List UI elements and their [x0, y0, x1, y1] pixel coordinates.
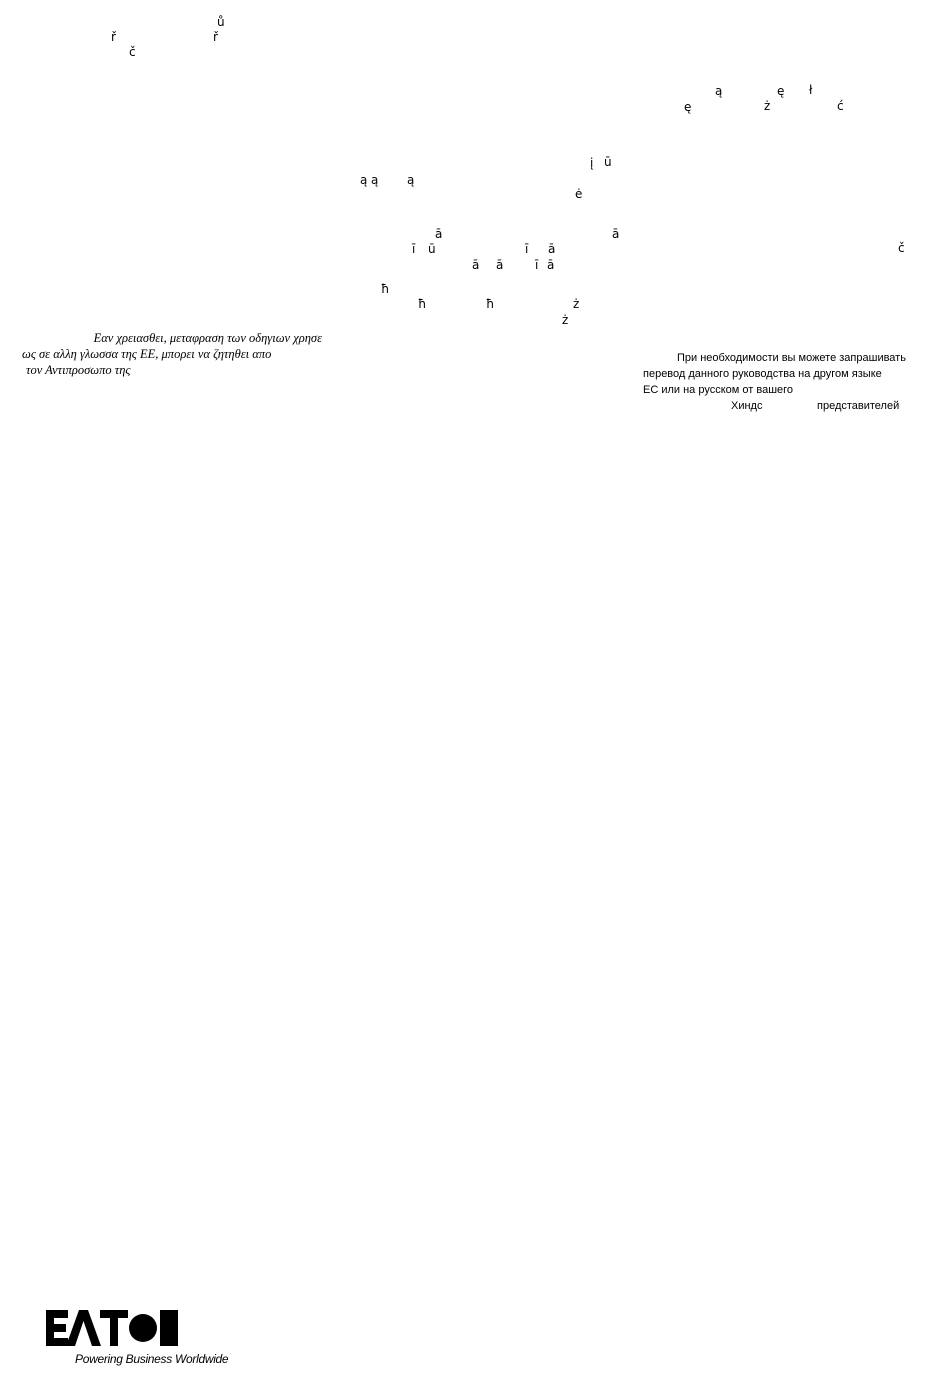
latvian-glyph: ā — [472, 258, 480, 272]
russian-line-1: При необходимости вы можете запрашивать — [677, 352, 906, 364]
maltese-glyph: ħ — [486, 297, 495, 311]
czech-glyph: ř — [111, 30, 116, 44]
latvian-glyph: č — [898, 241, 905, 255]
polish-glyph: ę — [684, 100, 692, 114]
greek-line-3: τον Αντιπροσωπο της — [26, 363, 131, 377]
lithuanian-glyph: ą — [407, 173, 415, 187]
latvian-glyph: ā — [435, 227, 443, 241]
greek-line-1: Εαν χρειασθει, μεταφραση των οδηγιων χρησε — [93, 331, 322, 345]
polish-glyph: ć — [837, 99, 844, 113]
russian-line-4-end: представителей — [817, 400, 900, 412]
lithuanian-glyph: ą — [371, 173, 379, 187]
latvian-glyph: ā — [547, 258, 555, 272]
maltese-glyph: ż — [573, 297, 580, 311]
czech-glyph: ř — [213, 30, 218, 44]
brand-tagline: Powering Business Worldwide — [75, 1352, 229, 1366]
polish-glyph: ą — [715, 84, 723, 98]
latvian-glyph: ā — [612, 227, 620, 241]
lithuanian-glyph: ą — [360, 173, 368, 187]
maltese-glyph: ż — [562, 313, 569, 327]
greek-line-2: ως σε αλλη γλωσσα της ΕΕ, μπορει να ζητηθει απο — [22, 347, 272, 361]
latvian-glyph: ū — [428, 242, 436, 256]
lithuanian-glyph: ė — [575, 187, 583, 201]
russian-line-4-name: Хиндс — [731, 400, 763, 412]
maltese-glyph: ħ — [418, 297, 427, 311]
polish-glyph: ż — [764, 99, 771, 113]
polish-glyph: ł — [809, 83, 813, 97]
maltese-glyph: ħ — [381, 282, 390, 296]
greek-translation-note — [22, 330, 322, 378]
polish-glyph: ę — [777, 84, 785, 98]
latvian-glyph: ī — [535, 258, 539, 272]
latvian-glyph: ā — [548, 242, 556, 256]
latvian-glyph: ī — [525, 242, 529, 256]
czech-glyph: č — [129, 45, 136, 59]
lithuanian-glyph: į — [590, 156, 594, 170]
latvian-glyph: ī — [412, 242, 416, 256]
russian-line-2: перевод данного руководства на другом языке — [643, 368, 882, 380]
lithuanian-glyph: ū — [604, 155, 612, 169]
russian-line-3: ЕС или на русском от вашего — [643, 384, 794, 396]
latvian-glyph: ā — [496, 258, 504, 272]
czech-glyph: ů — [217, 15, 225, 29]
